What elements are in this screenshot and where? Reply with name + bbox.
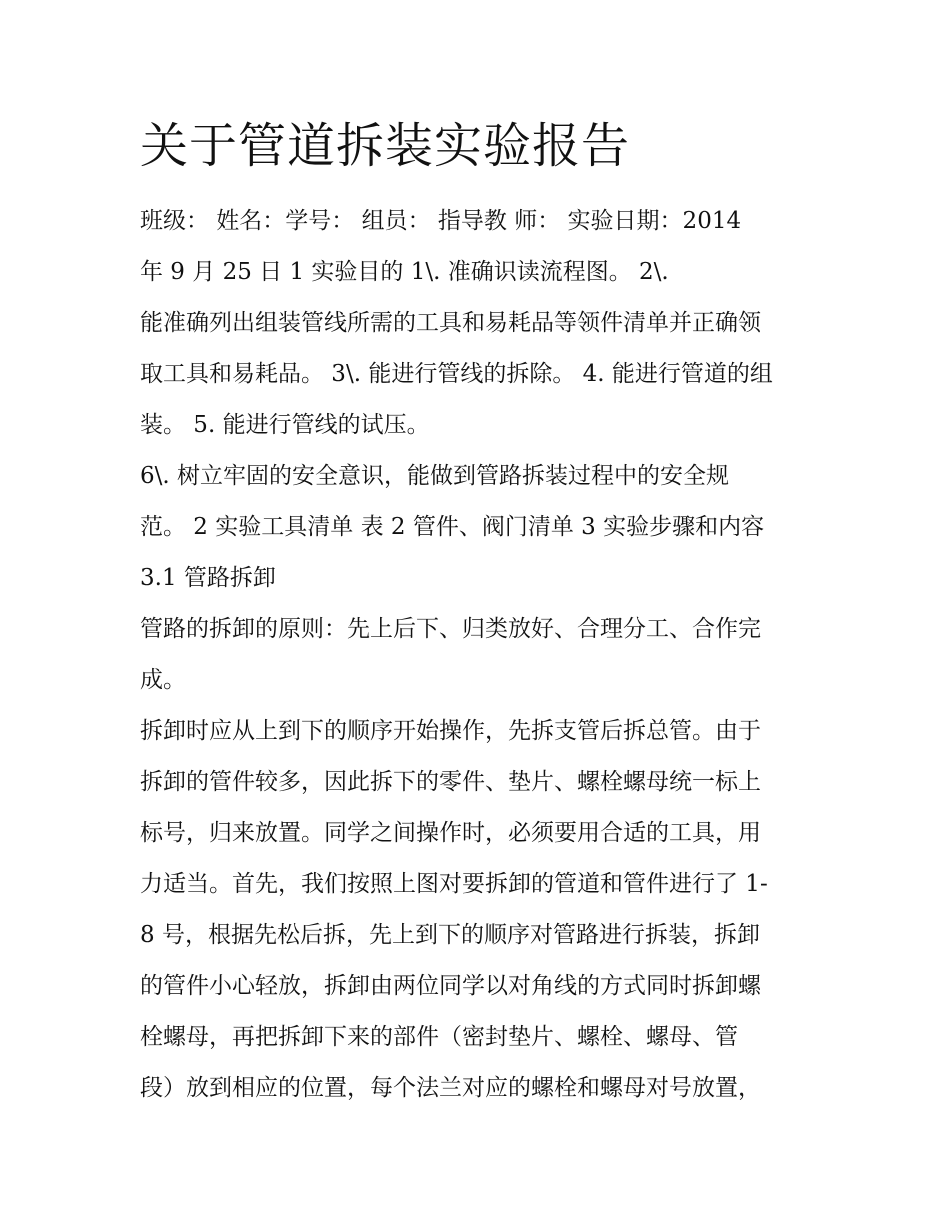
body-line: 拆卸的管件较多，因此拆下的零件、垫片、螺栓螺母统一标上 bbox=[140, 769, 761, 795]
body-line: 的管件小心轻放，拆卸由两位同学以对角线的方式同时拆卸螺 bbox=[140, 973, 761, 999]
body-line: 8 号，根据先松后拆，先上到下的顺序对管路进行拆装，拆卸 bbox=[140, 922, 760, 948]
body-line: 管路的拆卸的原则：先上后下、归类放好、合理分工、合作完 bbox=[140, 616, 761, 642]
body-line: 段）放到相应的位置，每个法兰对应的螺栓和螺母对号放置， bbox=[140, 1075, 761, 1101]
body-line: 拆卸时应从上到下的顺序开始操作，先拆支管后拆总管。由于 bbox=[140, 718, 761, 744]
section-heading: 3.1 管路拆卸 bbox=[140, 565, 276, 591]
document-title: 关于管道拆装实验报告 bbox=[140, 118, 631, 174]
body-line: 力适当。首先，我们按照上图对要拆卸的管道和管件进行了 1- bbox=[140, 871, 768, 897]
body-line: 范。 2 实验工具清单 表 2 管件、阀门清单 3 实验步骤和内容 bbox=[140, 514, 765, 540]
body-line: 取工具和易耗品。 3\. 能进行管线的拆除。 4. 能进行管道的组 bbox=[140, 361, 773, 387]
body-line: 栓螺母，再把拆卸下来的部件（密封垫片、螺栓、螺母、管 bbox=[140, 1024, 738, 1050]
body-line: 班级： 姓名：学号： 组员： 指导教 师： 实验日期：2014 bbox=[140, 208, 742, 234]
body-line: 能准确列出组装管线所需的工具和易耗品等领件清单并正确领 bbox=[140, 310, 761, 336]
body-line: 装。 5. 能进行管线的试压。 bbox=[140, 412, 430, 438]
body-line: 年 9 月 25 日 1 实验目的 1\. 准确识读流程图。 2\. bbox=[140, 259, 669, 285]
body-line: 6\. 树立牢固的安全意识，能做到管路拆装过程中的安全规 bbox=[140, 463, 730, 489]
body-line: 标号，归来放置。同学之间操作时，必须要用合适的工具，用 bbox=[140, 820, 761, 846]
body-line: 成。 bbox=[140, 667, 186, 693]
